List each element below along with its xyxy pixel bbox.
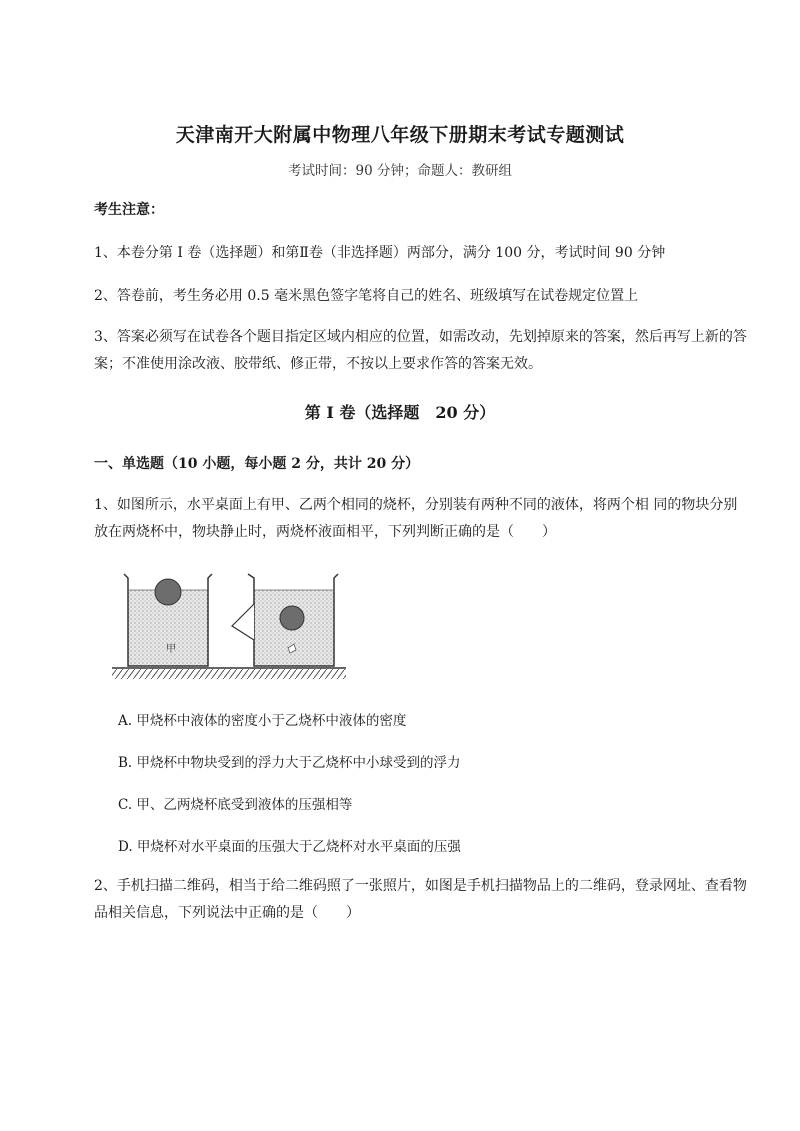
notice-item-1: 1、本卷分第 I 卷（选择题）和第Ⅱ卷（非选择题）两部分，满分 100 分，考试时间 90 分钟 xyxy=(94,245,666,261)
question-2-stem: 2、手机扫描二维码，相当于给二维码照了一张照片，如图是手机扫描物品上的二维码，登录网址、查看物品相关信息，下列说法中正确的是（ ） xyxy=(94,878,747,921)
question-1-option-d: D. 甲烧杯对水平桌面的压强大于乙烧杯对水平桌面的压强 xyxy=(118,839,461,855)
beaker-jia-label: 甲 xyxy=(166,644,176,655)
beaker-yi xyxy=(232,574,338,666)
question-group-heading: 一、单选题（10 小题，每小题 2 分，共计 20 分） xyxy=(94,456,420,472)
question-1-option-c: C. 甲、乙两烧杯底受到液体的压强相等 xyxy=(118,797,353,813)
question-1-option-a: A. 甲烧杯中液体的密度小于乙烧杯中液体的密度 xyxy=(118,713,407,729)
question-1-stem: 1、如图所示，水平桌面上有甲、乙两个相同的烧杯，分别装有两种不同的液体，将两个相 同的物块分别放在两烧杯中，物块静止时，两烧杯液面相平，下列判断正确的是（ ） xyxy=(94,497,738,540)
table-surface xyxy=(112,668,346,679)
question-1-option-b: B. 甲烧杯中物块受到的浮力大于乙烧杯中小球受到的浮力 xyxy=(118,755,461,771)
notice-heading: 考生注意： xyxy=(94,202,164,218)
section-title: 第 I 卷（选择题 20 分） xyxy=(304,403,496,422)
page-subtitle: 考试时间：90 分钟；命题人：教研组 xyxy=(288,163,512,179)
notice-item-3: 3、答案必须写在试卷各个题目指定区域内相应的位置，如需改动，先划掉原来的答案，然后再写上新的答案；不准使用涂改液、胶带纸、修正带，不按以上要求作答的答案无效。 xyxy=(94,329,747,372)
notice-item-2: 2、答卷前，考生务必用 0.5 毫米黑色签字笔将自己的姓名、班级填写在试卷规定位置上 xyxy=(94,288,639,304)
beaker-jia xyxy=(124,574,212,666)
page-title: 天津南开大附属中物理八年级下册期末考试专题测试 xyxy=(175,124,625,146)
beaker-figure xyxy=(110,566,350,686)
